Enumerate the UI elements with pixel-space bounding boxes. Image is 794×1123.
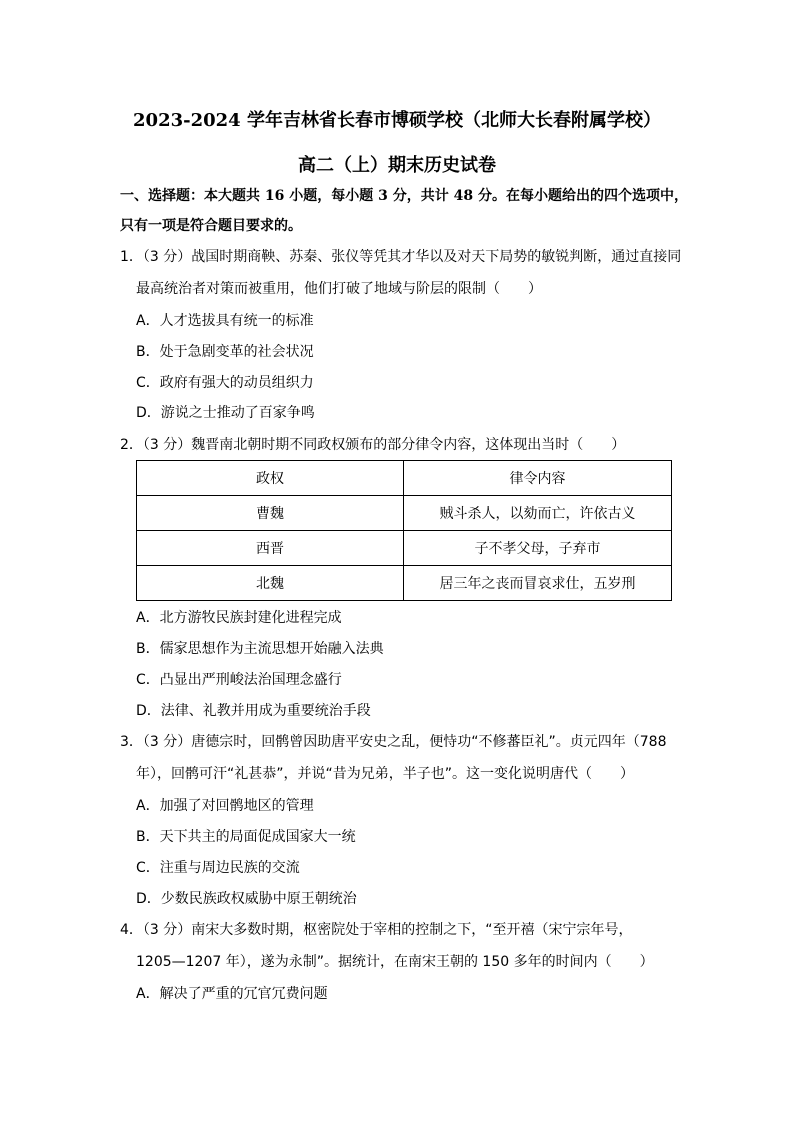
table-cell-law: 居三年之丧而冒哀求仕，五岁刑 <box>404 566 672 601</box>
law-table <box>136 460 672 601</box>
q4-stem-line2: 1205—1207 年），遂为永制”。据统计，在南宋王朝的 150 多年的时间内（ ） <box>136 954 654 970</box>
q1-stem-line1: 1．（3 分）战国时期商鞅、苏秦、张仪等凭其才华以及对天下局势的敏锐判断，通过直接同 <box>120 249 682 265</box>
q1-option-b: B．处于急剧变革的社会状况 <box>136 344 314 360</box>
table-cell-law: 贼斗杀人，以劾而亡，许依古义 <box>404 496 672 531</box>
q1-option-a: A．人才选拔具有统一的标准 <box>136 313 314 329</box>
table-header-law: 律令内容 <box>404 461 672 496</box>
table-cell-regime: 西晋 <box>137 531 404 566</box>
q1-option-c: C．政府有强大的动员组织力 <box>136 375 314 391</box>
q4-option-a: A．解决了严重的冗官冗费问题 <box>136 986 328 1002</box>
q2-option-d: D．法律、礼教并用成为重要统治手段 <box>136 703 371 719</box>
q4-stem-line1: 4．（3 分）南宋大多数时期，枢密院处于宰相的控制之下，“至开禧（宋宁宗年号， <box>120 922 633 938</box>
table-row <box>137 566 672 601</box>
q2-option-c: C．凸显出严刑峻法治国理念盛行 <box>136 672 342 688</box>
q1-option-d: D．游说之士推动了百家争鸣 <box>136 405 315 421</box>
q3-option-b: B．天下共主的局面促成国家大一统 <box>136 829 356 845</box>
table-row <box>137 531 672 566</box>
table-cell-law: 子不孝父母，子弃市 <box>404 531 672 566</box>
q2-stem-line1: 2．（3 分）魏晋南北朝时期不同政权颁布的部分律令内容，这体现出当时（ ） <box>120 437 626 453</box>
table-cell-regime: 北魏 <box>137 566 404 601</box>
q2-option-a: A．北方游牧民族封建化进程完成 <box>136 610 342 626</box>
q3-stem-line1: 3．（3 分）唐德宗时，回鹘曾因助唐平安史之乱，便恃功“不修蕃臣礼”。贞元四年（788 <box>120 734 667 750</box>
exam-title-line1: 2023-2024 学年吉林省长春市博硕学校（北师大长春附属学校） <box>133 110 661 131</box>
q3-stem-line2: 年），回鹘可汗“礼甚恭”，并说“昔为兄弟，半子也”。这一变化说明唐代（ ） <box>136 766 635 782</box>
q3-option-a: A．加强了对回鹘地区的管理 <box>136 798 314 814</box>
q3-option-d: D．少数民族政权威胁中原王朝统治 <box>136 891 357 907</box>
q3-option-c: C．注重与周边民族的交流 <box>136 860 300 876</box>
section-heading-line1: 一、选择题：本大题共 16 小题，每小题 3 分，共计 48 分。在每小题给出的四个选项中， <box>120 188 688 204</box>
table-header-regime: 政权 <box>137 461 404 496</box>
table-row <box>137 496 672 531</box>
section-heading-line2: 只有一项是符合题目要求的。 <box>120 218 302 234</box>
table-cell-regime: 曹魏 <box>137 496 404 531</box>
q2-option-b: B．儒家思想作为主流思想开始融入法典 <box>136 641 384 657</box>
table-header-row <box>137 461 672 496</box>
q1-stem-line2: 最高统治者对策而被重用，他们打破了地域与阶层的限制（ ） <box>136 281 542 297</box>
exam-title-line2: 高二（上）期末历史试卷 <box>298 155 496 176</box>
